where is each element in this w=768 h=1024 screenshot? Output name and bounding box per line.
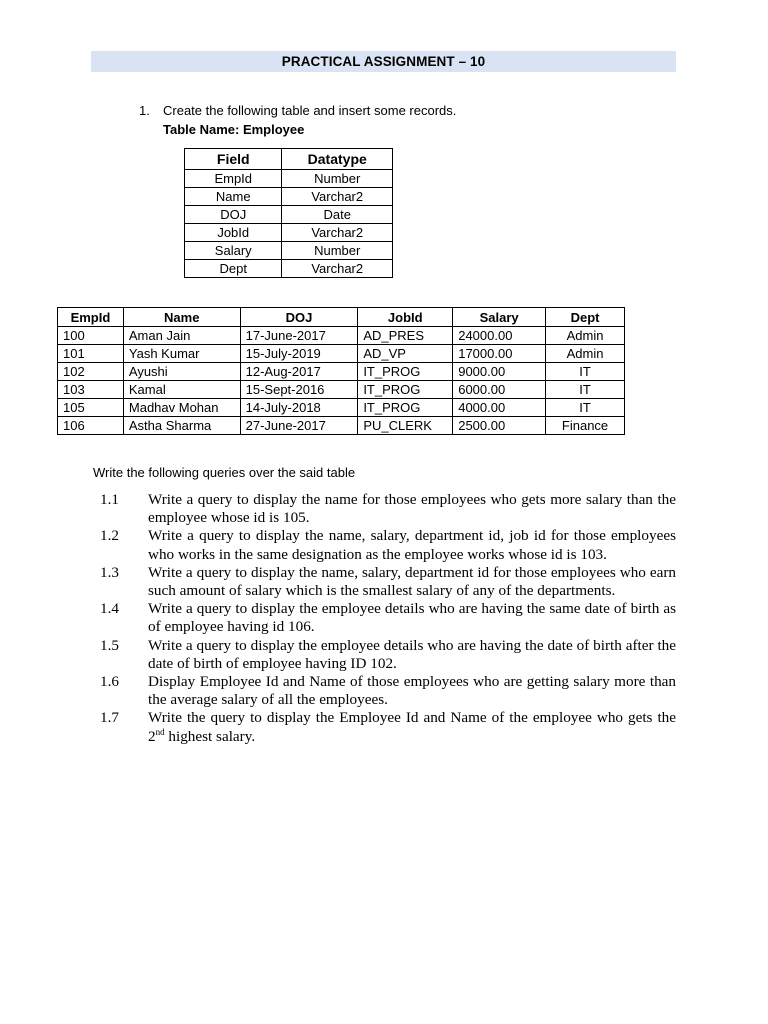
doj-cell: 27-June-2017 — [240, 417, 358, 435]
query-text: Write a query to display the name, salary, department id, job id for those employees who works in the same designation as the employee works whose id is 103. — [148, 527, 676, 563]
empid-cell: 103 — [58, 381, 124, 399]
table-row — [185, 170, 393, 188]
datatype-cell: Varchar2 — [282, 188, 393, 206]
query-number: 1.6 — [100, 673, 119, 691]
header-datatype: Datatype — [282, 149, 393, 170]
header-doj: DOJ — [240, 308, 358, 327]
datatype-cell: Number — [282, 242, 393, 260]
table-row — [58, 399, 625, 417]
empid-cell: 106 — [58, 417, 124, 435]
field-cell: Dept — [185, 260, 282, 278]
table-row — [58, 345, 625, 363]
empid-cell: 101 — [58, 345, 124, 363]
datatype-cell: Varchar2 — [282, 260, 393, 278]
query-text-before: Write the query to display the Employee Id and Name of the employee who gets the 2 — [148, 709, 676, 745]
list-item — [100, 673, 676, 709]
table-name-label: Table Name: Employee — [163, 122, 305, 137]
query-text-superscript: nd — [155, 726, 165, 737]
name-cell: Astha Sharma — [123, 417, 240, 435]
dept-cell: Finance — [546, 417, 625, 435]
query-text: Write a query to display the name, salary, department id for those employees who earn such amount of salary which is the smallest salary of any of the departments. — [148, 563, 676, 600]
empid-cell: 102 — [58, 363, 124, 381]
jobid-cell: IT_PROG — [358, 363, 453, 381]
jobid-cell: AD_PRES — [358, 327, 453, 345]
table-header-row — [58, 308, 625, 327]
query-text-after: highest salary. — [164, 727, 256, 745]
table-row — [58, 417, 625, 435]
name-cell: Aman Jain — [123, 327, 240, 345]
table-row — [185, 260, 393, 278]
empid-cell: 105 — [58, 399, 124, 417]
doj-cell: 15-July-2019 — [240, 345, 358, 363]
salary-cell: 6000.00 — [453, 381, 546, 399]
table-row — [58, 327, 625, 345]
datatype-cell: Date — [282, 206, 393, 224]
dept-cell: IT — [546, 363, 625, 381]
dept-cell: Admin — [546, 327, 625, 345]
header-salary: Salary — [453, 308, 546, 327]
table-row — [185, 224, 393, 242]
query-text: Write a query to display the employee details who are having the same date of birth as of employee having id 106. — [148, 600, 676, 636]
header-name: Name — [123, 308, 240, 327]
datatype-cell: Number — [282, 170, 393, 188]
field-datatype-table — [184, 148, 393, 278]
table-row — [185, 206, 393, 224]
query-text — [148, 709, 676, 745]
doj-cell: 14-July-2018 — [240, 399, 358, 417]
list-item — [100, 527, 676, 563]
field-cell: DOJ — [185, 206, 282, 224]
jobid-cell: IT_PROG — [358, 399, 453, 417]
table-row — [58, 363, 625, 381]
header-dept: Dept — [546, 308, 625, 327]
salary-cell: 9000.00 — [453, 363, 546, 381]
list-item — [100, 564, 676, 600]
dept-cell: Admin — [546, 345, 625, 363]
query-number: 1.3 — [100, 563, 119, 581]
header-jobid: JobId — [358, 308, 453, 327]
query-number: 1.4 — [100, 600, 119, 618]
doj-cell: 17-June-2017 — [240, 327, 358, 345]
query-number: 1.2 — [100, 527, 119, 545]
query-number: 1.7 — [100, 709, 119, 727]
employee-records-table — [57, 307, 625, 435]
field-cell: JobId — [185, 224, 282, 242]
query-text: Write a query to display the employee details who are having the date of birth after the date of birth of employee having ID 102. — [148, 636, 676, 672]
table-row — [58, 381, 625, 399]
salary-cell: 4000.00 — [453, 399, 546, 417]
empid-cell: 100 — [58, 327, 124, 345]
name-cell: Kamal — [123, 381, 240, 399]
salary-cell: 17000.00 — [453, 345, 546, 363]
jobid-cell: PU_CLERK — [358, 417, 453, 435]
list-item — [100, 709, 676, 745]
header-empid: EmpId — [58, 308, 124, 327]
name-cell: Madhav Mohan — [123, 399, 240, 417]
page-title: PRACTICAL ASSIGNMENT – 10 — [91, 51, 676, 72]
name-cell: Ayushi — [123, 363, 240, 381]
query-list — [100, 491, 676, 746]
query-text: Write a query to display the name for those employees who gets more salary than the employee whose id is 105. — [148, 491, 676, 527]
jobid-cell: IT_PROG — [358, 381, 453, 399]
question-1-text: Create the following table and insert some records. — [163, 103, 457, 118]
field-cell: EmpId — [185, 170, 282, 188]
salary-cell: 24000.00 — [453, 327, 546, 345]
dept-cell: IT — [546, 399, 625, 417]
list-item — [100, 600, 676, 636]
table-header-row — [185, 149, 393, 170]
datatype-cell: Varchar2 — [282, 224, 393, 242]
queries-intro: Write the following queries over the said table — [93, 465, 356, 480]
doj-cell: 15-Sept-2016 — [240, 381, 358, 399]
table-row — [185, 188, 393, 206]
question-1 — [139, 103, 456, 118]
field-cell: Salary — [185, 242, 282, 260]
name-cell: Yash Kumar — [123, 345, 240, 363]
list-item — [100, 637, 676, 673]
question-1-number: 1. — [139, 103, 150, 118]
dept-cell: IT — [546, 381, 625, 399]
query-number: 1.5 — [100, 636, 119, 654]
query-number: 1.1 — [100, 491, 119, 508]
list-item — [100, 491, 676, 527]
salary-cell: 2500.00 — [453, 417, 546, 435]
field-cell: Name — [185, 188, 282, 206]
doj-cell: 12-Aug-2017 — [240, 363, 358, 381]
jobid-cell: AD_VP — [358, 345, 453, 363]
header-field: Field — [185, 149, 282, 170]
query-text: Display Employee Id and Name of those employees who are getting salary more than the average salary of all the employees. — [148, 673, 676, 709]
table-row — [185, 242, 393, 260]
